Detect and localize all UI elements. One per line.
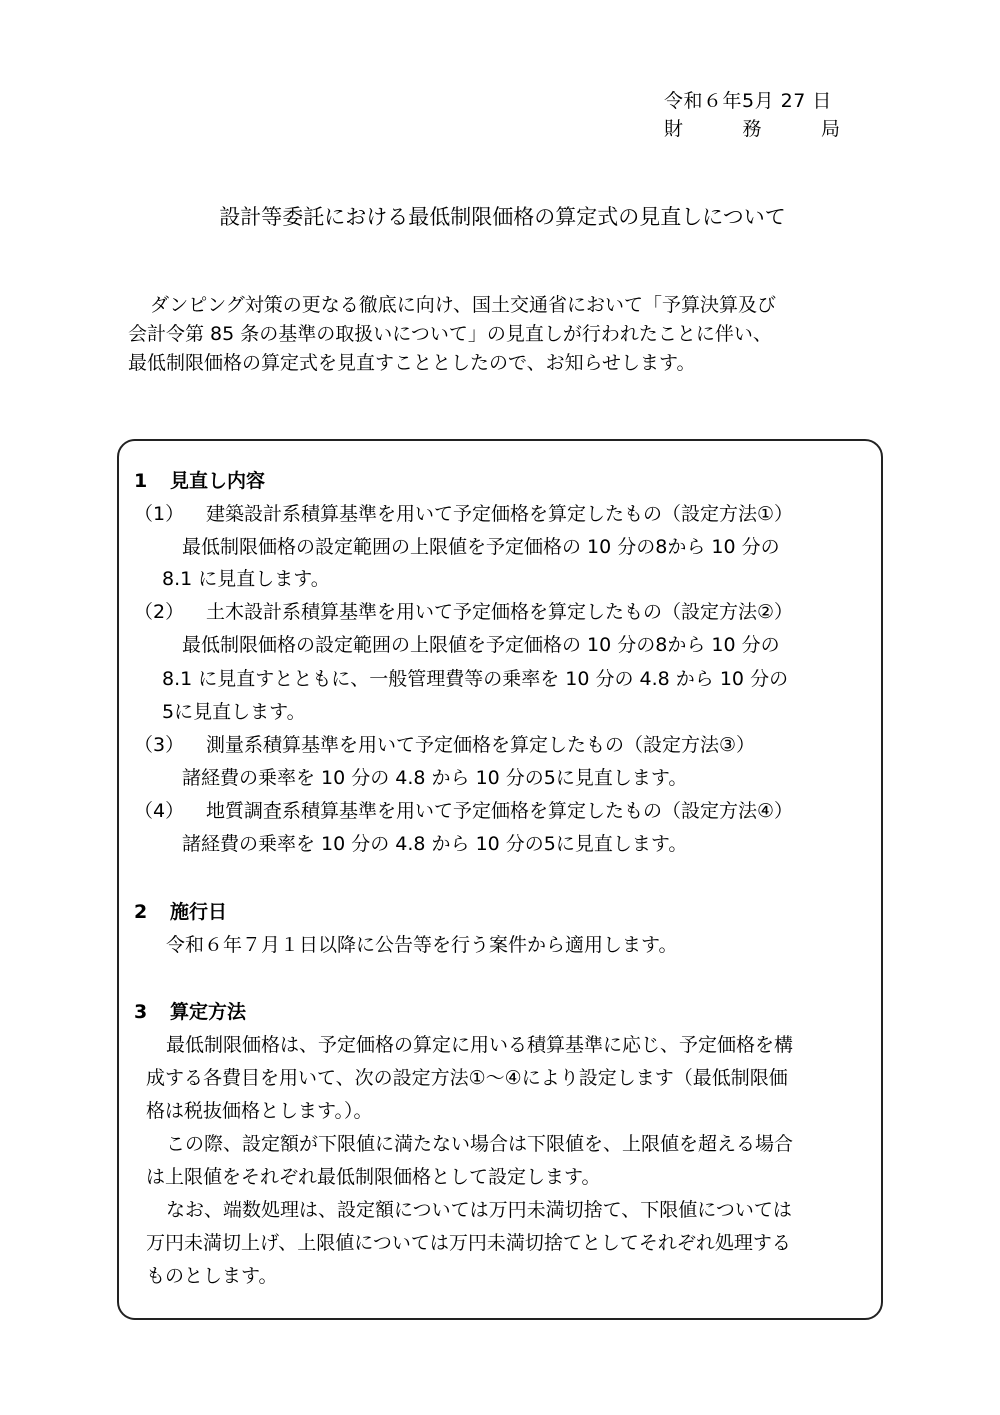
item-label: （4） <box>134 800 185 822</box>
section-title: 算定方法 <box>170 1001 247 1023</box>
intro-line: ダンピング対策の更なる徹底に向け、国土交通省において「予算決算及び <box>150 294 777 316</box>
item-text: 8.1 に見直します。 <box>162 568 330 590</box>
intro-line: 最低制限価格の算定式を見直すこととしたので、お知らせします。 <box>128 352 696 374</box>
item-title: 土木設計系積算基準を用いて予定価格を算定したもの（設定方法②） <box>206 601 794 623</box>
issuing-department <box>664 120 840 139</box>
section-text: なお、端数処理は、設定額については万円未満切捨て、下限値については <box>166 1199 792 1221</box>
document-title: 設計等委託における最低制限価格の算定式の見直しについて <box>219 205 786 229</box>
item-text: 最低制限価格の設定範囲の上限値を予定価格の 10 分の8から 10 分の <box>182 536 780 558</box>
item-label: （1） <box>134 503 185 525</box>
item-label: （2） <box>134 601 185 623</box>
item-label: （3） <box>134 734 185 756</box>
section-text: 万円未満切上げ、上限値については万円未満切捨てとしてそれぞれ処理する <box>146 1232 791 1254</box>
section-heading <box>134 472 265 491</box>
section-title: 見直し内容 <box>170 470 266 492</box>
item-text: 諸経費の乗率を 10 分の 4.8 から 10 分の5に見直します。 <box>182 833 688 855</box>
item-text: 8.1 に見直すとともに、一般管理費等の乗率を 10 分の 4.8 から 10 分の <box>162 668 789 690</box>
department-char: 局 <box>820 118 840 140</box>
item-title: 測量系積算基準を用いて予定価格を算定したもの（設定方法③） <box>206 734 756 756</box>
section-text: 令和６年７月１日以降に公告等を行う案件から適用します。 <box>166 934 678 956</box>
section-text: ものとします。 <box>146 1265 278 1287</box>
item-text: 5に見直します。 <box>162 701 306 723</box>
document-date: 令和６年5月 27 日 <box>664 90 832 112</box>
department-char: 財 <box>664 118 684 140</box>
section-title: 施行日 <box>170 901 228 923</box>
section-number: 2 <box>134 901 148 923</box>
section-heading <box>134 903 227 922</box>
section-number: 1 <box>134 470 148 492</box>
section-heading <box>134 1003 246 1022</box>
item-title: 建築設計系積算基準を用いて予定価格を算定したもの（設定方法①） <box>206 503 794 525</box>
item-title: 地質調査系積算基準を用いて予定価格を算定したもの（設定方法④） <box>206 800 794 822</box>
section-text: 格は税抜価格とします。）。 <box>146 1100 373 1122</box>
section-text: は上限値をそれぞれ最低制限価格として設定します。 <box>146 1166 601 1188</box>
item-text: 諸経費の乗率を 10 分の 4.8 から 10 分の5に見直します。 <box>182 767 688 789</box>
section-number: 3 <box>134 1001 148 1023</box>
department-char: 務 <box>742 118 762 140</box>
section-text: 最低制限価格は、予定価格の算定に用いる積算基準に応じ、予定価格を構 <box>166 1034 794 1056</box>
item-text: 最低制限価格の設定範囲の上限値を予定価格の 10 分の8から 10 分の <box>182 634 780 656</box>
section-text: この際、設定額が下限値に満たない場合は下限値を、上限値を超える場合 <box>166 1133 794 1155</box>
section-text: 成する各費目を用いて、次の設定方法①～④により設定します（最低制限価 <box>146 1067 788 1089</box>
intro-line: 会計令第 85 条の基準の取扱いについて」の見直しが行われたことに伴い、 <box>128 323 772 345</box>
